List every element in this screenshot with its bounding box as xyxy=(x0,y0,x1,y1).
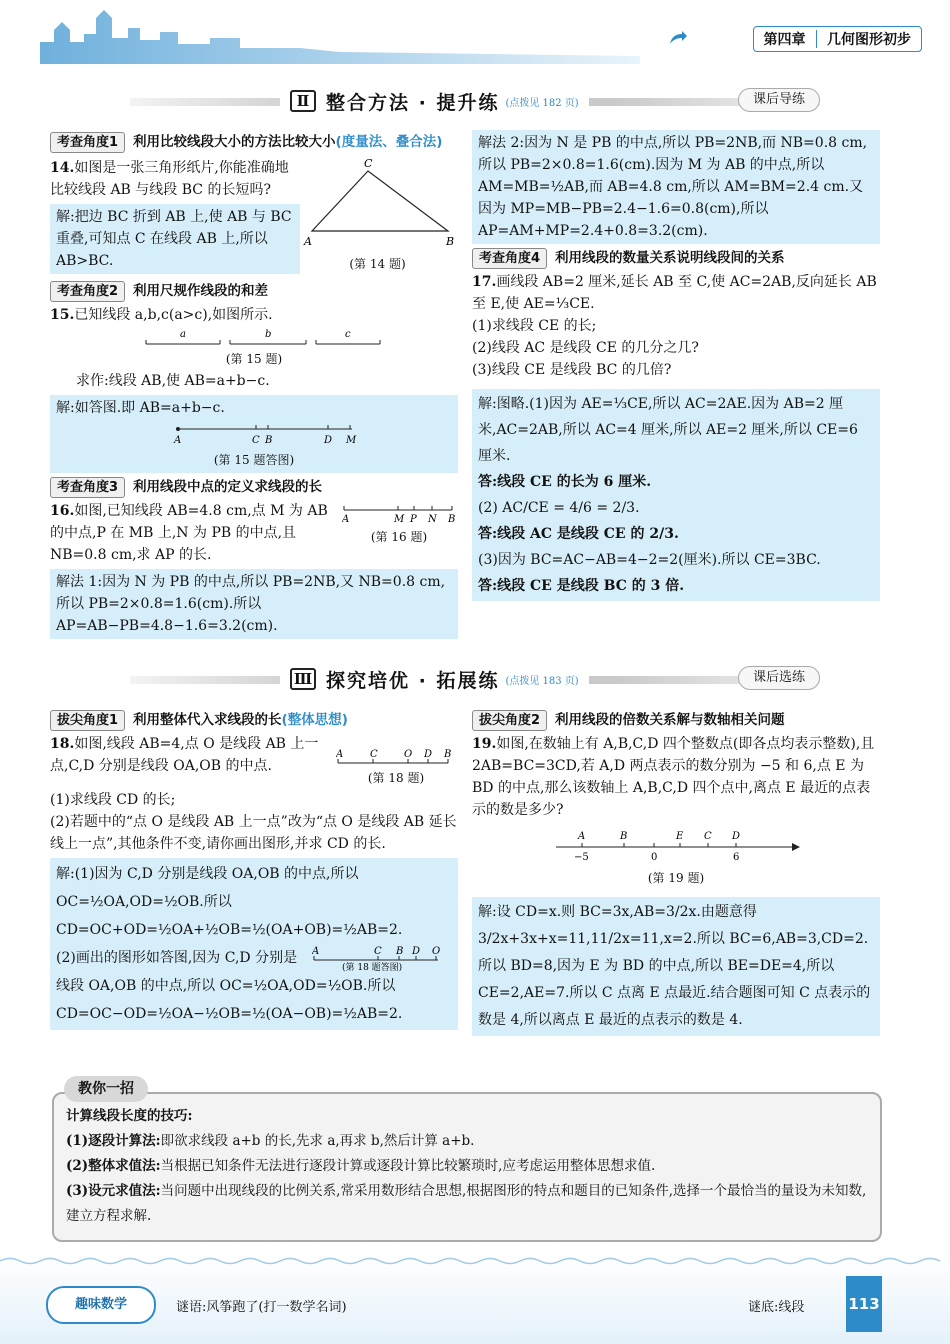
tip-title: 计算线段长度的技巧: xyxy=(66,1108,193,1124)
wave-border xyxy=(0,1256,950,1266)
tick-label: 6 xyxy=(733,852,740,863)
segment-label: b xyxy=(265,329,272,340)
fun-math-logo: 趣味数学 xyxy=(46,1286,156,1324)
tip-item-text: 即欲求线段 a+b 的长,先求 a,再求 b,然后计算 a+b. xyxy=(160,1133,475,1149)
point-label: M xyxy=(394,514,405,525)
point-label: D xyxy=(732,831,741,842)
question-number: 17. xyxy=(472,274,497,290)
figure-caption: (第 18 题答图) xyxy=(342,963,403,972)
city-skyline-illustration xyxy=(40,8,640,64)
answer-text: 解:如答图.即 AB=a+b−c. xyxy=(56,400,225,416)
question-number: 16. xyxy=(50,503,75,519)
section-2-numeral: Ⅱ xyxy=(290,90,316,112)
question-text: 如图,线段 AB=4,点 O 是线段 AB 上一点,C,D 分别是线段 OA,OB 的中点. xyxy=(50,736,319,774)
question-number: 18. xyxy=(50,736,75,752)
point-label: B xyxy=(444,749,452,760)
point-label: A xyxy=(174,435,182,446)
angle-tag: 考查角度1 xyxy=(50,132,125,153)
point-label: N xyxy=(428,514,437,525)
left-column-3 xyxy=(50,708,458,1033)
point-label: D xyxy=(324,435,333,446)
page-footer xyxy=(0,1256,950,1344)
figure-caption: (第 14 题) xyxy=(349,257,406,271)
question-number: 19. xyxy=(472,736,497,752)
point-label: D xyxy=(424,749,433,760)
point-label: A xyxy=(342,514,350,525)
chapter-number: 第四章 xyxy=(763,32,806,48)
page-number: 113 xyxy=(846,1276,882,1332)
question-number: 14. xyxy=(50,160,75,176)
segment-label: c xyxy=(345,329,351,340)
question-number: 15. xyxy=(50,307,75,323)
question-17 xyxy=(472,271,880,601)
point-label: C xyxy=(370,749,378,760)
angle-title: 利用比较线段大小的方法比较大小 xyxy=(133,134,336,150)
tip-item-key: (3)设元求值法: xyxy=(66,1183,161,1199)
answer-conclusion: 答:线段 CE 的长为 6 厘米. xyxy=(478,474,652,490)
tip-item xyxy=(66,1154,876,1179)
answer-19: 解:设 CD=x.则 BC=3x,AB=3/2x.由题意得 3/2x+3x+x=11,11/2x=11,x=2.所以 BC=6,AB=3,CD=2.所以 BD=8,因为 E 为 BD 的中点,所以 BE=DE=4,所以 CE=2,AE=7.所以 C 点离 E 点最近.结合题图可知 C 点表示的数是 4,所以离点 E 最近的点表示的数是 4. xyxy=(472,897,880,1036)
question-18 xyxy=(50,733,458,1030)
figure-caption: (第 18 题) xyxy=(367,771,425,785)
answer-16-method-1: 解法 1:因为 N 为 PB 的中点,所以 PB=2NB,又 NB=0.8 cm,所以 PB=2×0.8=1.6(cm).所以 AP=AB−PB=4.8−1.6=3.2(cm). xyxy=(50,569,458,639)
section-3-banner xyxy=(130,662,820,696)
angle-4 xyxy=(472,248,880,269)
question-task: 求作:线段 AB,使 AB=a+b−c. xyxy=(76,373,270,389)
angle-tag: 考查角度3 xyxy=(50,477,125,498)
tip-item-key: (2)整体求值法: xyxy=(66,1158,161,1174)
tip-item xyxy=(66,1129,876,1154)
angle-2 xyxy=(50,281,458,302)
point-label: D xyxy=(412,946,421,957)
angle-tag: 考查角度2 xyxy=(50,281,125,302)
angle-tag: 拔尖角度2 xyxy=(472,710,547,731)
question-text: 如图是一张三角形纸片,你能准确地比较线段 AB 与线段 BC 的长短吗? xyxy=(50,160,289,198)
tick-label: −5 xyxy=(574,852,589,863)
answer-text: (3)因为 BC=AC−AB=4−2=2(厘米).所以 CE=3BC. xyxy=(478,552,821,568)
section-3-ref: (点拨见 183 页) xyxy=(505,675,579,687)
segment-label: a xyxy=(180,329,186,340)
question-16 xyxy=(50,500,458,639)
point-label: A xyxy=(578,831,586,842)
point-label: B xyxy=(446,235,455,248)
question-text: 已知线段 a,b,c(a>c),如图所示. xyxy=(74,307,273,323)
sub-question: (1)求线段 CD 的长; xyxy=(50,792,176,808)
right-column-3 xyxy=(472,708,880,1039)
section-2-banner xyxy=(130,84,820,118)
answer-18 xyxy=(50,858,458,1030)
point-label: O xyxy=(432,946,441,957)
right-column-2 xyxy=(472,130,880,604)
point-label: A xyxy=(304,235,312,248)
answer-conclusion: 答:线段 AC 是线段 CE 的 2/3. xyxy=(478,526,679,542)
point-label: E xyxy=(676,831,684,842)
angle-title: 利用线段的数量关系说明线段间的关系 xyxy=(555,250,785,266)
section-2-title: 整合方法 · 提升练 xyxy=(326,91,500,114)
answer-14: 解:把边 BC 折到 AB 上,使 AB 与 BC 重叠,可知点 C 在线段 AB 上,所以 AB>BC. xyxy=(50,204,300,274)
tip-item-text: 当根据已知条件无法进行逐段计算或逐段计算比较繁琐时,应考虑运用整体思想求值. xyxy=(160,1158,656,1174)
point-label: B xyxy=(265,435,273,446)
number-line-figure xyxy=(546,827,806,867)
tip-item-text: 当问题中出现线段的比例关系,常采用数形结合思想,根据图形的特点和题目的已知条件,选择一个最恰当的量设为未知数,建立方程求解. xyxy=(66,1183,867,1224)
angle-1 xyxy=(50,132,458,153)
answer-15 xyxy=(50,395,458,473)
question-text: 如图,在数轴上有 A,B,C,D 四个整数点(即各点均表示整数),且 2AB=BC=3CD,若 A,D 两点表示的数分别为 −5 和 6,点 E 为 BD 的中点,那么该数轴上 A,B,C,D 四个点中,离点 E 最近的点表示的数是多少? xyxy=(472,736,875,818)
sub-question: (1)求线段 CE 的长; xyxy=(472,318,597,334)
tip-content xyxy=(66,1104,876,1229)
left-column-2 xyxy=(50,130,458,642)
point-label: B xyxy=(620,831,628,842)
sub-question: (2)若题中的“点 O 是线段 AB 上一点”改为“点 O 是线段 AB 延长线上一点”,其他条件不变,请你画出图形,并求 CD 的长. xyxy=(50,814,457,852)
riddle-text: 谜语:风筝跑了(打一数学名词) xyxy=(176,1300,347,1315)
figure-caption: (第 15 题答图) xyxy=(213,453,295,467)
question-19 xyxy=(472,733,880,1036)
point-label: C xyxy=(704,831,712,842)
answer-text: (2) AC/CE = 4/6 = 2/3. xyxy=(478,500,640,516)
angle-3 xyxy=(50,477,458,498)
answer-16-method-2: 解法 2:因为 N 是 PB 的中点,所以 PB=2NB,而 NB=0.8 cm,所以 PB=2×0.8=1.6(cm).因为 M 为 AB 的中点,所以 AM=MB=½AB,而 AB=4.8 cm,所以 AM=BM=2.4 cm.又因为 MP=MB−PB=2.4−1.6=0.8(cm),所以 AP=AM+MP=2.4+0.8=3.2(cm). xyxy=(472,130,880,244)
answer-text: (2)画出的图形如答图,因为 C,D 分别是线段 OA,OB 的中点,所以 OC=½OA,OD=½OB.所以 CD=OC−OD=½OA−½OB=½(OA−OB)=½AB=2. xyxy=(56,950,403,1022)
point-label: C xyxy=(252,435,260,446)
figure-caption: (第 16 题) xyxy=(370,530,428,544)
point-label: A xyxy=(336,749,344,760)
chapter-title: 几何图形初步 xyxy=(827,32,911,48)
angle-hint: (度量法、叠合法) xyxy=(335,134,443,150)
answer-conclusion: 答:线段 CE 是线段 BC 的 3 倍. xyxy=(478,578,685,594)
figure-caption: (第 15 题) xyxy=(225,352,283,366)
sub-question: (2)线段 AC 是线段 CE 的几分之几? xyxy=(472,340,699,356)
point-label: B xyxy=(396,946,404,957)
tip-item-key: (1)逐段计算法: xyxy=(66,1133,161,1149)
question-text: 画线段 AB=2 厘米,延长 AB 至 C,使 AC=2AB,反向延长 AB 至 E,使 AE=⅓CE. xyxy=(472,274,877,312)
point-label: C xyxy=(374,946,382,957)
figure-caption: (第 19 题) xyxy=(647,871,705,885)
triangle-figure xyxy=(300,155,455,263)
angle-title: 利用线段的倍数关系解与数轴相关问题 xyxy=(555,712,785,728)
answer-segment-figure xyxy=(56,419,452,449)
section-3-title: 探究培优 · 拓展练 xyxy=(326,669,500,692)
chapter-label xyxy=(753,26,923,52)
angle-title: 利用线段中点的定义求线段的长 xyxy=(133,479,323,495)
angle-tag: 考查角度4 xyxy=(472,248,547,269)
point-label: B xyxy=(448,514,456,525)
question-text: 如图,已知线段 AB=4.8 cm,点 M 为 AB 的中点,P 在 MB 上,N 为 PB 的中点,且 NB=0.8 cm,求 AP 的长. xyxy=(50,503,328,563)
sub-question: (3)线段 CE 是线段 BC 的几倍? xyxy=(472,362,672,378)
chapter-arrow-icon xyxy=(668,30,688,48)
riddle-answer: 谜底:线段 xyxy=(748,1300,805,1315)
point-label: A xyxy=(312,946,320,957)
point-label: P xyxy=(410,514,417,525)
angle-tag: 拔尖角度1 xyxy=(50,710,125,731)
page-header xyxy=(0,0,950,72)
angle-5 xyxy=(50,710,458,731)
answer-segment-figure xyxy=(312,944,452,972)
question-14 xyxy=(50,155,458,277)
point-label: O xyxy=(404,749,413,760)
point-label: M xyxy=(346,435,357,446)
section-3-numeral: Ⅲ xyxy=(290,668,316,690)
tip-item xyxy=(66,1179,876,1229)
segment-amp-figure xyxy=(342,500,456,526)
section-2-ref: (点拨见 182 页) xyxy=(505,97,579,109)
angle-hint: (整体思想) xyxy=(281,712,348,728)
point-label: C xyxy=(364,157,373,170)
section-3-badge: 课后选练 xyxy=(738,666,820,690)
answer-text: 解:(1)因为 C,D 分别是线段 OA,OB 的中点,所以 OC=½OA,OD=½OB.所以 CD=OC+OD=½OA+½OB=½(OA+OB)=½AB=2. xyxy=(56,866,403,938)
angle-title: 利用尺规作线段的和差 xyxy=(133,283,269,299)
question-15 xyxy=(50,304,458,473)
tip-heading: 教你一招 xyxy=(64,1076,148,1102)
answer-text: 解:图略.(1)因为 AE=⅓CE,所以 AC=2AE.因为 AB=2 厘米,AC=2AB,所以 AC=4 厘米,所以 AE=2 厘米,所以 CE=6 厘米. xyxy=(478,396,858,464)
angle-title: 利用整体代入求线段的长 xyxy=(133,712,282,728)
section-2-badge: 课后导练 xyxy=(738,88,820,112)
answer-17 xyxy=(472,389,880,601)
tick-label: 0 xyxy=(651,852,658,863)
angle-6 xyxy=(472,710,880,731)
